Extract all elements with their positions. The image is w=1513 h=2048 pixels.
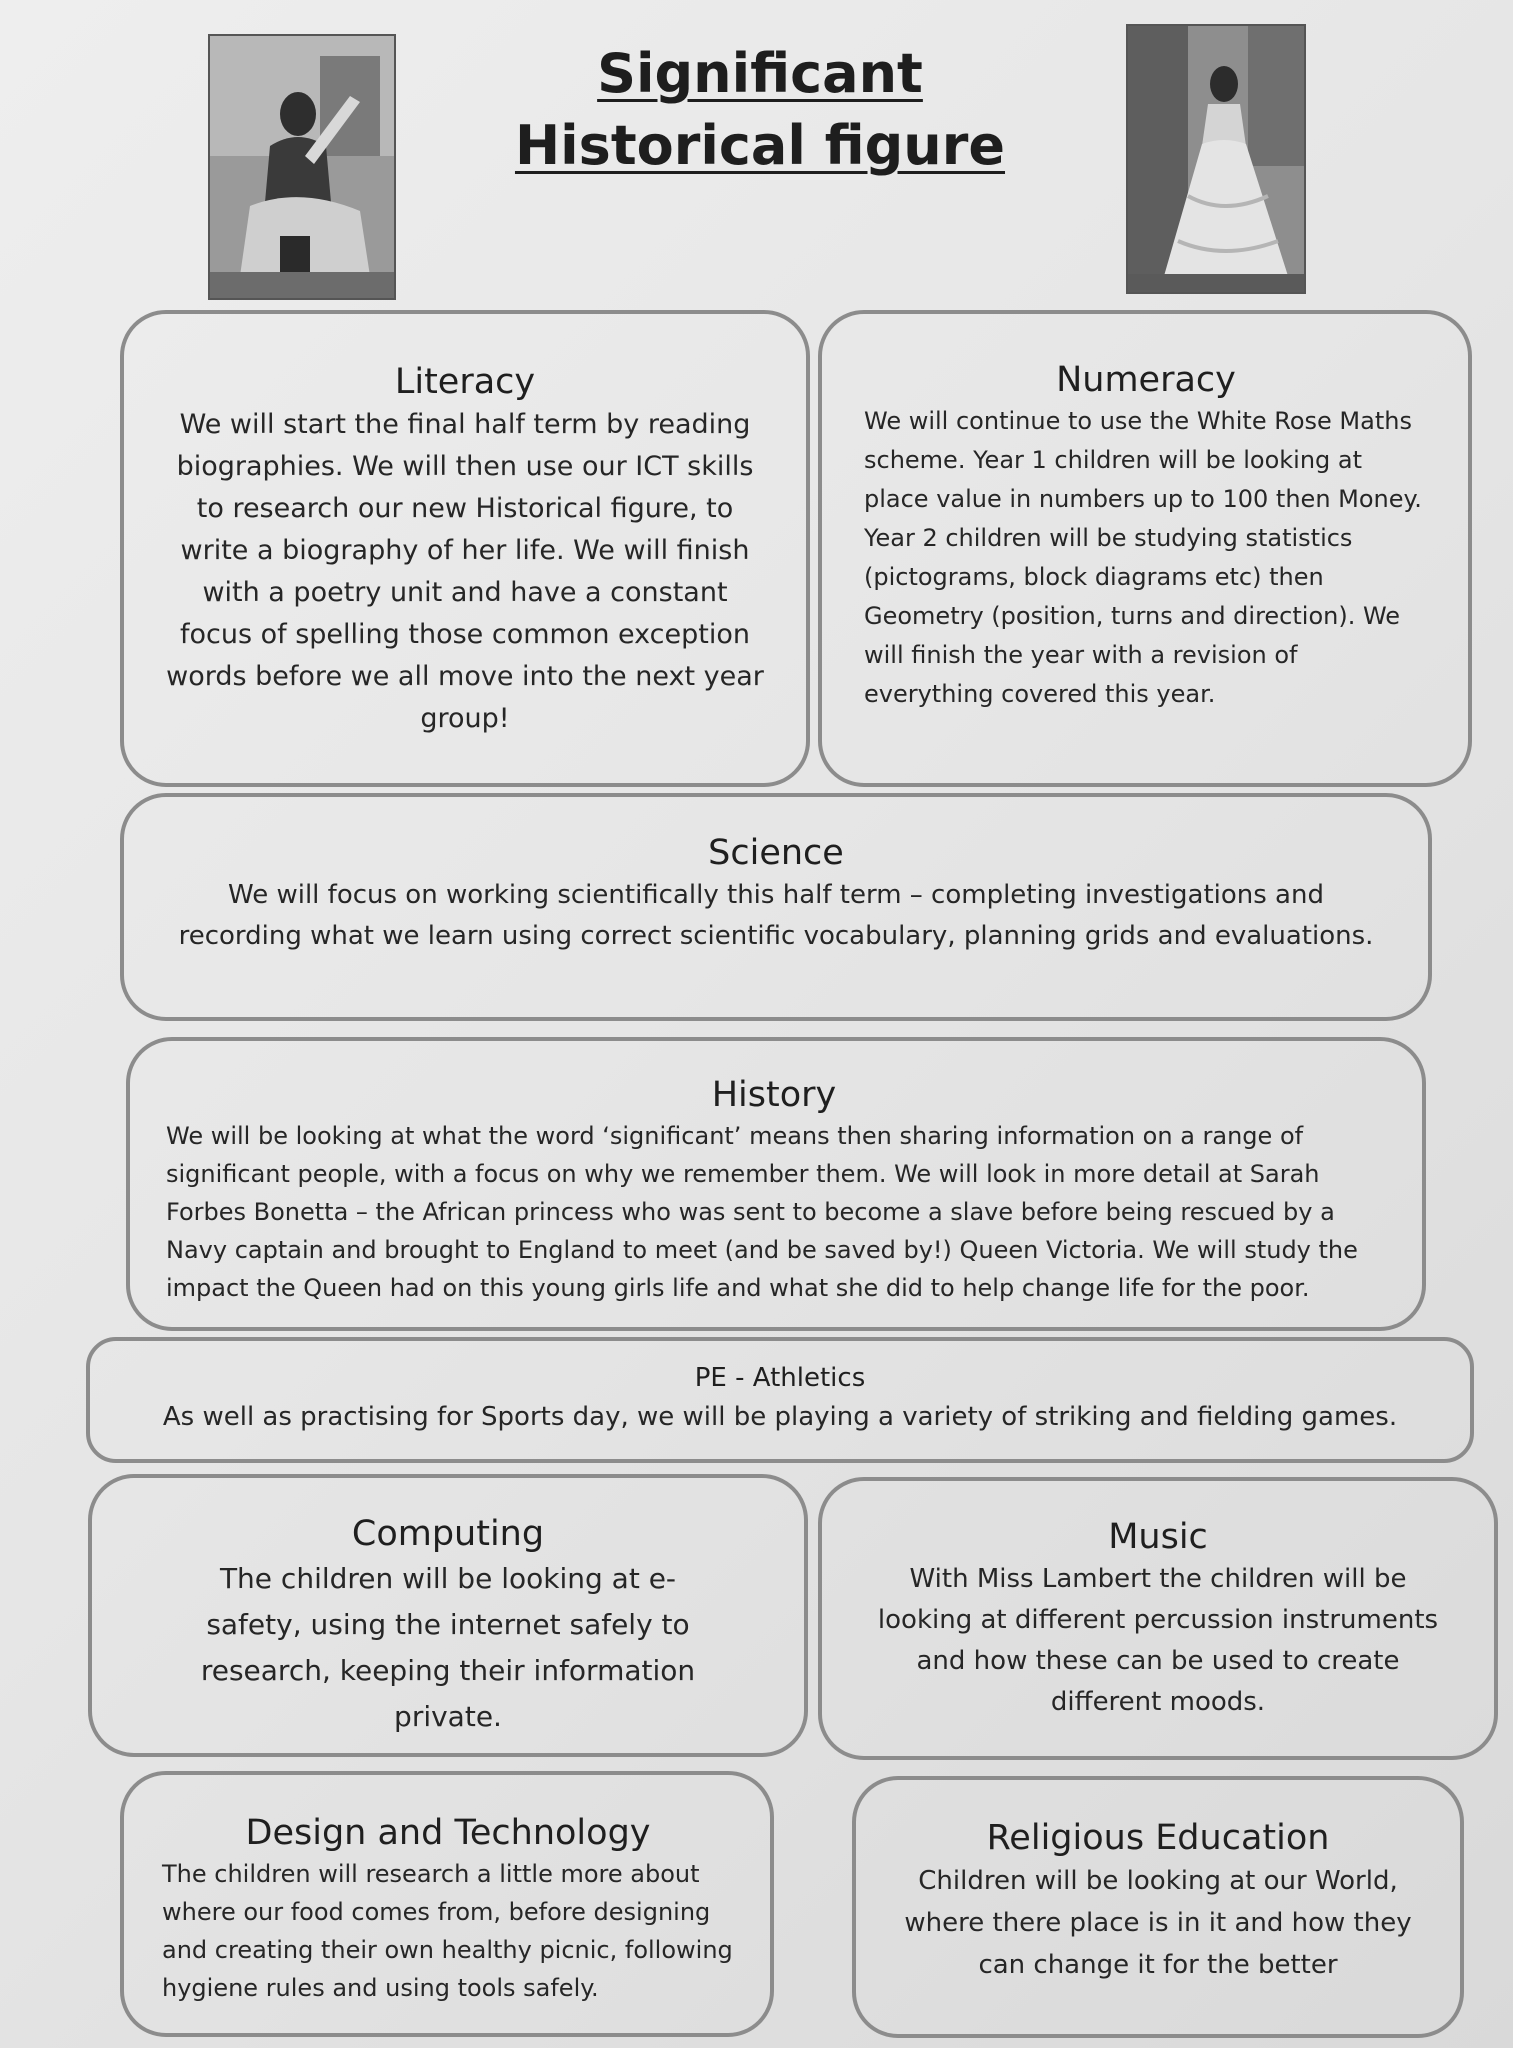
music-heading: Music bbox=[1108, 1517, 1208, 1557]
science-box bbox=[120, 793, 1432, 1021]
pe-box bbox=[86, 1337, 1474, 1463]
science-text: We will focus on working scientifically this half term – completing investigations and recording what we learn using correct scientific vocabulary, planning grids and evaluations. bbox=[178, 880, 1374, 951]
numeracy-heading: Numeracy bbox=[1056, 360, 1236, 400]
literacy-heading: Literacy bbox=[394, 362, 536, 402]
literacy-box bbox=[120, 310, 810, 787]
music-text: With Miss Lambert the children will be looking at different percussion instruments and how these can be used to create different moods. bbox=[877, 1564, 1439, 1717]
pe-text: As well as practising for Sports day, we will be playing a variety of striking and fielding games. bbox=[162, 1402, 1398, 1432]
page-title bbox=[480, 38, 1040, 182]
history-heading: History bbox=[711, 1075, 837, 1115]
computing-text: The children will be looking at e-safety, using the internet safely to research, keeping their information private. bbox=[200, 1562, 696, 1733]
re-heading: Religious Education bbox=[986, 1818, 1330, 1858]
history-text: We will be looking at what the word ‘significant’ means then sharing information on a range of significant people, with a focus on why we remember them. We will look in more detail at Sarah Forbes Bonetta – the African princess who was sent to become a slave before being rescued by a Navy captain and brought to England to meet (and be saved by!) Queen Victoria. We will study the impact the Queen had on this young girls life and what she did to help change life for the poor. bbox=[166, 1122, 1358, 1302]
computing-heading: Computing bbox=[351, 1514, 545, 1554]
numeracy-box bbox=[818, 310, 1472, 787]
computing-box bbox=[88, 1474, 808, 1757]
numeracy-text: We will continue to use the White Rose Maths scheme. Year 1 children will be looking at place value in numbers up to 100 then Money. Year 2 children will be studying statistics (pictograms, block diagrams etc) then Geometry (position, turns and direction). We will finish the year with a revision of everything covered this year. bbox=[864, 407, 1422, 708]
music-box bbox=[818, 1477, 1498, 1760]
right-portrait bbox=[1126, 24, 1306, 294]
history-box bbox=[126, 1037, 1426, 1331]
dt-box bbox=[120, 1771, 774, 2037]
portrait-photo-icon bbox=[210, 36, 394, 298]
literacy-text: We will start the final half term by reading biographies. We will then use our ICT skills to research our new Historical figure, to write a biography of her life. We will finish with a poetry unit and have a constant focus of spelling those common exception words before we all move into the next year group! bbox=[166, 409, 764, 734]
dt-text: The children will research a little more about where our food comes from, before designing and creating their own healthy picnic, following hygiene rules and using tools safely. bbox=[162, 1860, 733, 2002]
science-heading: Science bbox=[708, 833, 844, 873]
re-box bbox=[852, 1776, 1464, 2038]
portrait-photo-icon bbox=[1128, 26, 1304, 292]
title-line-1: Significant bbox=[597, 42, 923, 105]
left-portrait bbox=[208, 34, 396, 300]
title-line-2: Historical figure bbox=[514, 114, 1006, 177]
dt-heading: Design and Technology bbox=[245, 1813, 651, 1853]
pe-heading: PE - Athletics bbox=[694, 1363, 866, 1393]
re-text: Children will be looking at our World, where there place is in it and how they can change it for the better bbox=[904, 1866, 1412, 1980]
